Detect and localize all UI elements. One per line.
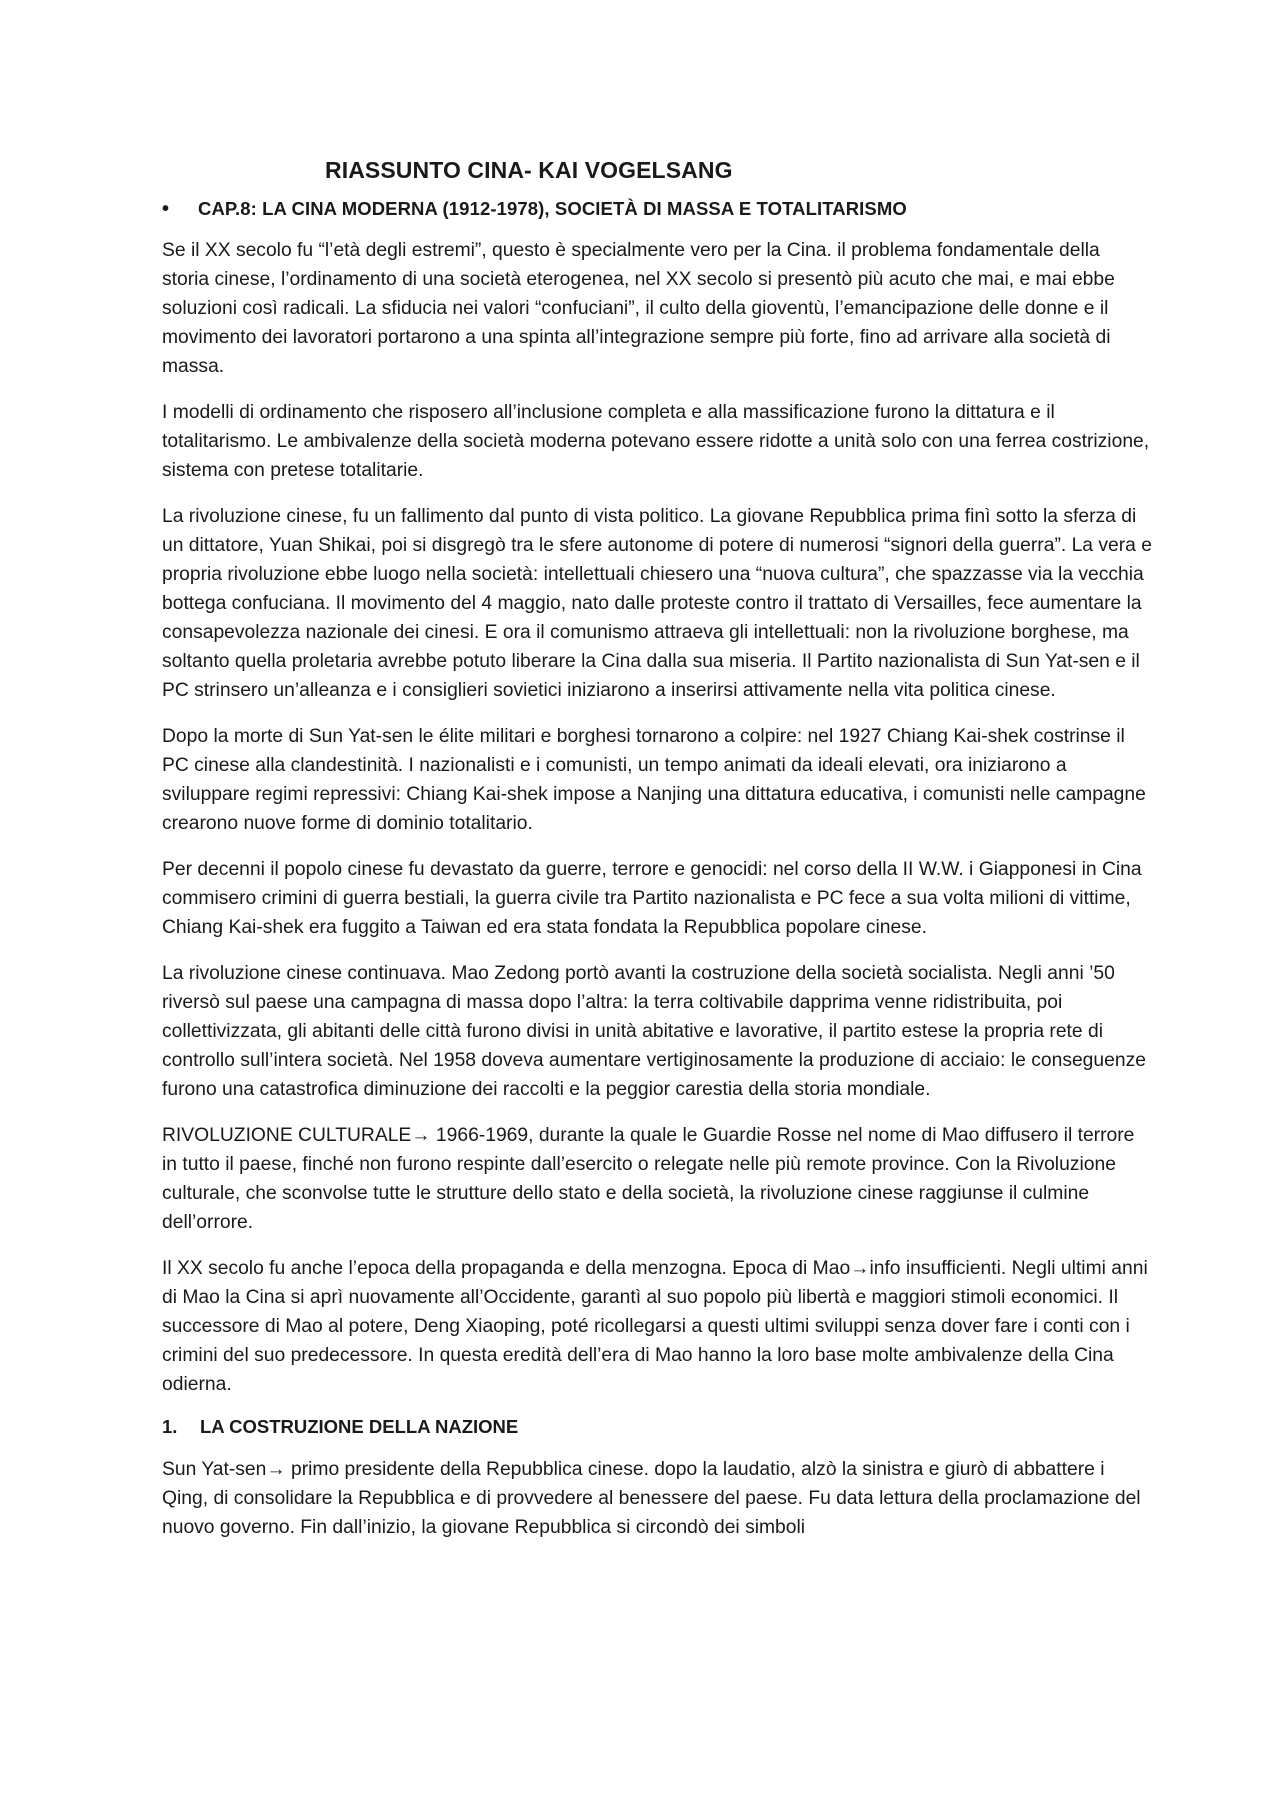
chapter-heading: CAP.8: LA CINA MODERNA (1912-1978), SOCIETÀ DI MASSA E TOTALITARISMO bbox=[198, 198, 907, 219]
paragraph-3: La rivoluzione cinese, fu un fallimento dal punto di vista politico. La giovane Repubblica prima finì sotto la sferza di un dittatore, Yuan Shikai, poi si disgregò tra le sfere autonome di potere di numerosi “signori della guerra”. La vera e propria rivoluzione ebbe luogo nella società: intellettuali chiesero una “nuova cultura”, che spazzasse via la vecchia bottega confuciana. Il movimento del 4 maggio, nato dalle proteste contro il trattato di Versailles, fece aumentare la consapevolezza nazionale dei cinesi. E ora il comunismo attraeva gli intellettuali: non la rivoluzione borghese, ma soltanto quella proletaria avrebbe potuto liberare la Cina dalla sua miseria. Il Partito nazionalista di Sun Yat-sen e il PC strinsero un’alleanza e i consiglieri sovietici iniziarono a inserirsi attivamente nella vita politica cinese. bbox=[162, 506, 1152, 701]
section-heading-row bbox=[162, 1412, 1152, 1442]
chapter-heading-row bbox=[162, 194, 1152, 224]
paragraph-5: Per decenni il popolo cinese fu devastato da guerre, terrore e genocidi: nel corso della II W.W. i Giapponesi in Cina commisero crimini di guerra bestiali, la guerra civile tra Partito nazionalista e PC fece a sua volta milioni di vittime, Chiang Kai-shek era fuggito a Taiwan ed era stata fondata la Repubblica popolare cinese. bbox=[162, 859, 1142, 938]
paragraph-7: RIVOLUZIONE CULTURALE→ 1966-1969, durante la quale le Guardie Rosse nel nome di Mao diffusero il terrore in tutto il paese, finché non furono respinte dall’esercito o relegate nelle più remote province. Con la Rivoluzione culturale, che sconvolse tutte le strutture dello stato e della società, la rivoluzione cinese raggiunse il culmine dell’orrore. bbox=[162, 1125, 1135, 1233]
paragraph-4: Dopo la morte di Sun Yat-sen le élite militari e borghesi tornarono a colpire: nel 1927 Chiang Kai-shek costrinse il PC cinese alla clandestinità. I nazionalisti e i comunisti, un tempo animati da ideali elevati, ora iniziarono a sviluppare regimi repressivi: Chiang Kai-shek impose a Nanjing una dittatura educativa, i comunisti nelle campagne crearono nuove forme di dominio totalitario. bbox=[162, 726, 1146, 834]
paragraph-8: Il XX secolo fu anche l’epoca della propaganda e della menzogna. Epoca di Mao→info insufficienti. Negli ultimi anni di Mao la Cina si aprì nuovamente all’Occidente, garantì al suo popolo più libertà e maggiori stimoli economici. Il successore di Mao al potere, Deng Xiaoping, poté ricollegarsi a questi ultimi sviluppi senza dover fare i conti con i crimini del suo predecessore. In questa eredità dell’era di Mao hanno la loro base molte ambivalenze della Cina odierna. bbox=[162, 1258, 1148, 1395]
bullet-icon: • bbox=[162, 198, 170, 220]
paragraph-2: I modelli di ordinamento che risposero all’inclusione completa e alla massificazione furono la dittatura e il totalitarismo. Le ambivalenze della società moderna potevano essere ridotte a unità solo con una ferrea costrizione, sistema con pretese totalitarie. bbox=[162, 402, 1150, 481]
document-title: RIASSUNTO CINA- KAI VOGELSANG bbox=[325, 157, 733, 183]
section-paragraph: Sun Yat-sen→ primo presidente della Repubblica cinese. dopo la laudatio, alzò la sinistra e giurò di abbattere i Qing, di consolidare la Repubblica e di provvedere al benessere del paese. Fu data lettura della proclamazione del nuovo governo. Fin dall’inizio, la giovane Repubblica si circondò dei simboli bbox=[162, 1459, 1141, 1538]
document-content bbox=[162, 150, 1152, 1559]
paragraph-6: La rivoluzione cinese continuava. Mao Zedong portò avanti la costruzione della società socialista. Negli anni ’50 riversò sul paese una campagna di massa dopo l’altra: la terra coltivabile dapprima venne ridistribuita, poi collettivizzata, gli abitanti delle città furono divisi in unità abitative e lavorative, il partito estese la propria rete di controllo sull’intera società. Nel 1958 doveva aumentare vertiginosamente la produzione di acciaio: le conseguenze furono una catastrofica diminuzione dei raccolti e la peggior carestia della storia mondiale. bbox=[162, 963, 1146, 1100]
section-number: 1. bbox=[162, 1416, 178, 1437]
paragraph-1: Se il XX secolo fu “l’età degli estremi”, questo è specialmente vero per la Cina. il problema fondamentale della storia cinese, l’ordinamento di una società eterogenea, nel XX secolo si presentò più acuto che mai, e mai ebbe soluzioni così radicali. La sfiducia nei valori “confuciani”, il culto della gioventù, l’emancipazione delle donne e il movimento dei lavoratori portarono a una spinta all’integrazione sempre più forte, fino ad arrivare alla società di massa. bbox=[162, 240, 1115, 377]
section-heading: LA COSTRUZIONE DELLA NAZIONE bbox=[200, 1416, 519, 1437]
